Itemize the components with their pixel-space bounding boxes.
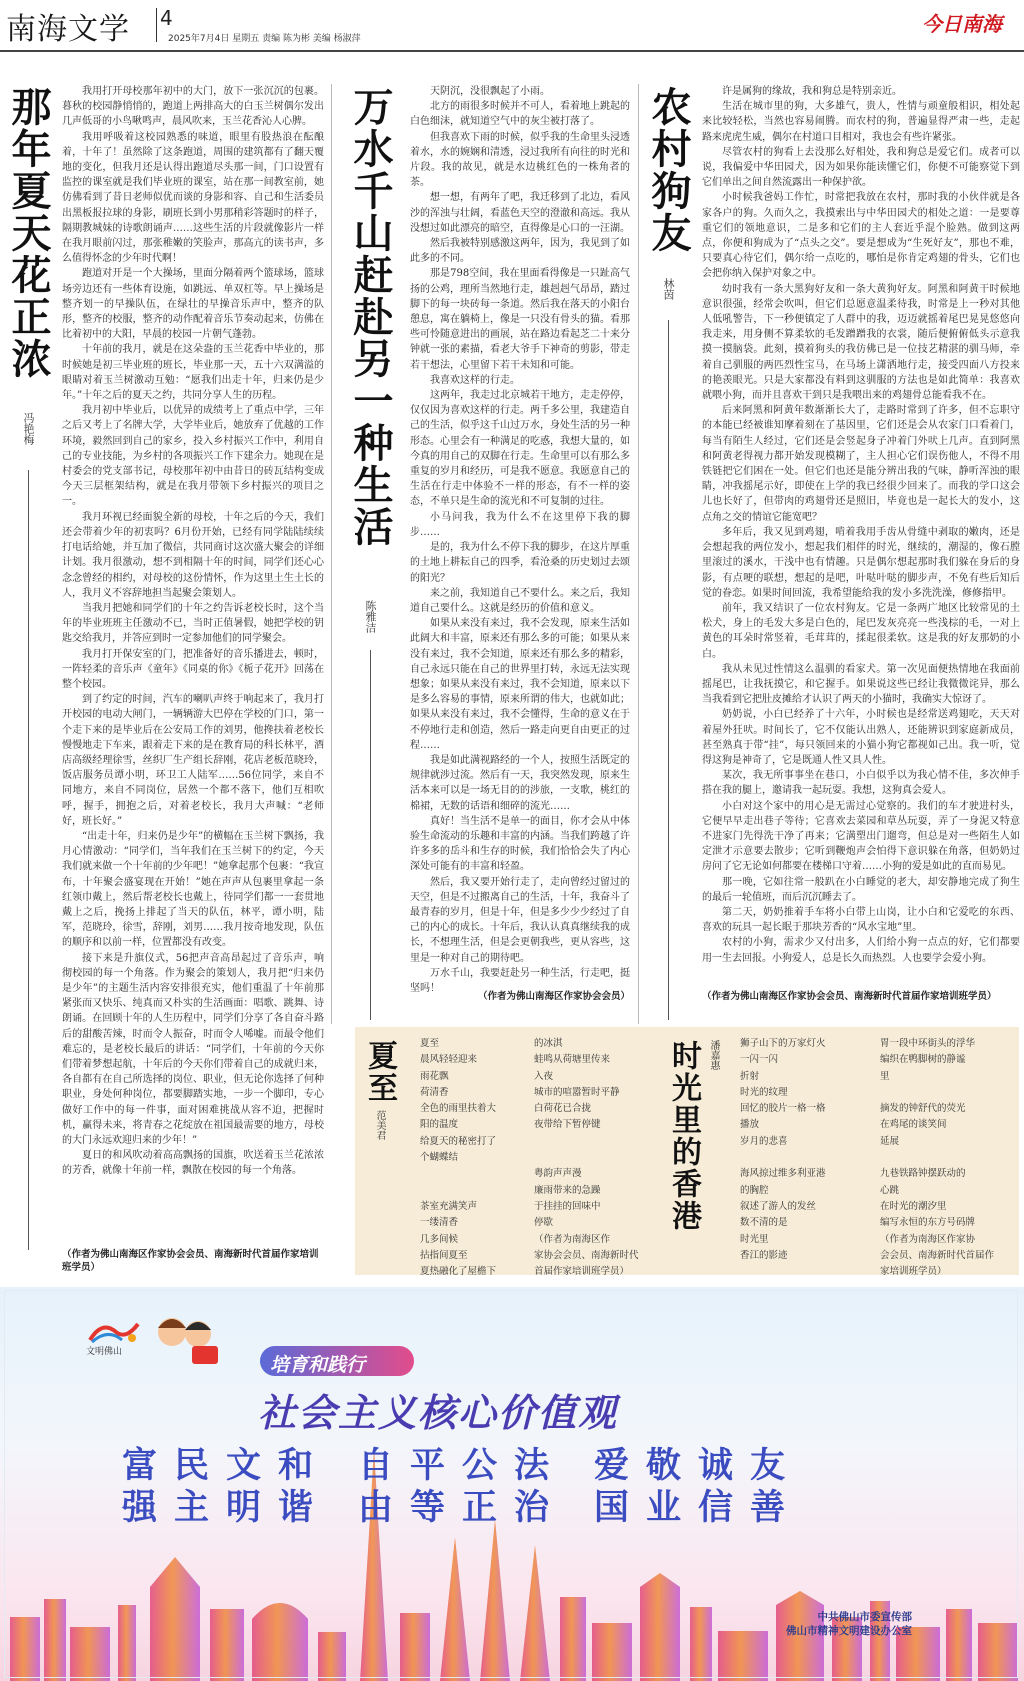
poem-line: 在时光的潮汐里: [880, 1200, 947, 1212]
poem-line: 于挂挂的回味中: [534, 1200, 601, 1212]
article-paragraph: 我月打开保安室的门，把准备好的音乐播进去，顿时，一阵轻柔的音乐声《童年》《同桌的你》《栀子花开》回荡在整个校园。: [62, 648, 324, 690]
article-paragraph: 到了约定的时间，汽车的喇叭声终于响起来了，我月打开校园的电动大闸门，一辆辆游大巴停在学校的门口，第一个走下来的是毕业后在公安局工作的刘男，他搀扶着老校长慢慢地走下车来，跟着走下来的是在教育局的科长林平，酒店高级经理徐雪，丝织厂生产组长辞刚，花店老板范晓玲，饭店服务员谭小明，环卫工人陆军……56位同学，来自不同地方，来自不同岗位，居然一个都不落下，他们互相吹呼，握手，拥抱之后，对着老校长，我月大声喊：“老师好，班长好。”: [62, 694, 324, 827]
article-paragraph: 但我喜欢下雨的时候，似乎我的生命里头浸透着水，水的婉娴和清透，浸过我所有向往的时光和片段。我的故见，就是水边桃红色的一株角者的茶。: [410, 131, 630, 189]
poem-line: [420, 1183, 530, 1199]
poem-line: 回忆的胶片一格一格: [740, 1103, 826, 1115]
newspaper-brand: 今日南海: [922, 12, 1002, 36]
poem-line: 折射: [740, 1070, 760, 1082]
masthead: [0, 0, 1024, 52]
article-paragraph: 我月环视已经面貌全新的母校，十年之后的今天，我们还会带着少年的初衷吗？6月份开始，已经有同学陆陆续续打电话给她，并互加了微信，共同商讨这次盛大聚会的详细计划。我月很激动，想不到相隔十年的时间，同学们还心心念念曾经的相约，对母校的这份情怀，作为这里土生土长的人，我月义不容辞地担当起聚会策划人。: [62, 511, 324, 599]
poem-column: [880, 1036, 1015, 1280]
article-author-lin: 林茵: [662, 278, 675, 300]
poem-title-hong-kong: 时光里的香港: [666, 1040, 701, 1232]
article-paragraph: 夏日的和风吹动着高高飘扬的国旗，吹送着玉兰花浓浓的芳香，就像十年前一样，飘散在校园的每一个角落。: [62, 1150, 324, 1177]
core-value-char: 友: [750, 1446, 788, 1486]
core-value-char: 谐: [278, 1488, 316, 1528]
poem-line: 时光里: [740, 1233, 769, 1245]
poem-line: 胃一段中环街头的浮华: [880, 1038, 976, 1049]
article-paragraph: 那是798空间，我在里面看得像是一只趾高气扬的公鸡，理所当然地行走，雄赳赳气昂昂，踏过脚下的每一块砖每一条道。然后我在落天的小阳台憩息，寓在躺椅上，像是一只没有骨头的猫。看那些可怜随意进出的画展，站在路边看起芝二十来分钟就一张的素描，看老大爷手下神奇的剪影，带走若干想法，心里留下若干未知和可能。: [410, 268, 630, 371]
poem-line: 停歇: [534, 1217, 554, 1229]
poem-line: 摘发的钟舒代的荧光: [880, 1103, 966, 1115]
article-paragraph: 我从未见过性情这么温驯的看家犬。第一次见面便热情地在我面前摇尾巴，让我抚摸它，和它握手。如果说这些已经让我微微诧异，那么当我看到它把肚皮摊给才认识了两天的小猫时，我确实大惊讶了。: [702, 663, 1020, 706]
core-value-char: 善: [750, 1488, 788, 1528]
core-values-grid: [122, 1446, 922, 1530]
article-paragraph: 万水千山，我要赶赴另一种生活，行走吧，挺坚吗！: [410, 967, 630, 994]
banner-title: 社会主义核心价值观: [258, 1391, 619, 1435]
article-body-summer-flowers: [62, 84, 324, 1248]
banner-logo-text: 文明佛山: [86, 1347, 123, 1357]
date-line: 2025年7月4日 星期五 责编 陈为彬 美编 杨淑萍: [168, 34, 361, 44]
core-value-char: 主: [174, 1488, 212, 1528]
article-paragraph: 那一晚，它如往常一般趴在小白睡觉的老大，却安静地完成了狗生的最后一轮值班，而后沉沉睡去了。: [702, 876, 1020, 903]
poem-line: 白荷花已合拢: [534, 1103, 592, 1115]
article-paragraph: 如果从来没有来过，我不会发现，原来生活如此阔大和丰富，原来还有那么多的可能；如果从来没有来过，我不会知道，原来还有那么多的精彩，自己永远只能在自己的世界里打转，永远无法实现想象；如果从来没有来过，我不会知道，原来以下是多么容易的事情，原来所谓的伟大，也就如此；如果从来没有来过，我不会懂得，生命的意义在于不停地行走和创造，然后一路走向更自由更正的过程……: [410, 618, 630, 751]
poem-column: [740, 1036, 870, 1264]
article-paragraph: 我喜欢这样的行走。: [430, 374, 520, 386]
poem-line: 里: [880, 1070, 890, 1082]
banner-organization: [786, 1610, 912, 1638]
article-paragraph: 农村的小狗，需求少又付出多，人们给小狗一点点的好，它们都要用一生去回报。小狗爱人，总是长久而热烈。人也要学会爱小狗。: [702, 937, 1020, 964]
core-value-char: 和: [278, 1446, 316, 1486]
article-paragraph: 想一想，有两年了吧，我迁移到了北边，看风沙的浑浊与壮阔，看蓝色天空的澄澈和高远。我从没想过如此漂亮的暗空，直得像是心口的一汪湖。: [410, 192, 630, 234]
poem-line: 个蝴蝶结: [420, 1152, 459, 1164]
article-author-chen: 陈雅洁: [364, 600, 377, 633]
poem-line: 荷清香: [420, 1086, 449, 1098]
article-body-ten-thousand-rivers: [410, 84, 630, 994]
poem-line: 香江的影迹: [740, 1249, 788, 1261]
article-paragraph: 十年前的我月，就是在这朵盎的玉兰花香中毕业的，那时候她是初三毕业班的班长，毕业那一天，五十六双满溢的眼睛对着玉兰树激动互勉：“愿我们出走十年，归来仍是少年。”十年之后的夏天之约，共同分享人生的历程。: [62, 344, 324, 402]
poem-line: 家协会会员、南海新时代: [534, 1249, 639, 1261]
poem-line: 廉雨带来的急躁: [534, 1184, 601, 1196]
article-paragraph: 第二天，奶奶推着手车将小白带上山岗，让小白和它爱吃的东西、喜欢的玩具一起长眠于那块芳香的“风水宝地”里。: [702, 906, 1020, 934]
poem-line: [880, 1085, 1015, 1101]
poem-line: [534, 1134, 659, 1150]
poem-line: 晨风轻轻迎来: [420, 1054, 478, 1066]
banner-org-line: 佛山市精神文明建设办公室: [786, 1625, 912, 1637]
poem-line: 岁月的悲喜: [740, 1135, 788, 1147]
article-paragraph: 小时候我爸妈工作忙，时常把我放在农村，那时我的小伙伴就是各家各户的狗。久而久之，我摸索出与中华田园犬的相处之道：一是要尊重它们的领地意识，二是多和它们的主人套近乎混个脸熟。做到这两点，你便和狗成为了“点头之交”。要是想成为“生死好友”，那也不难，只要真心待它们，偶尔给一点吃的，哪怕是你肯定鸡翅的骨头，它们也会把你纳入保护对象之中。: [702, 192, 1020, 280]
article-title-summer-flowers: 那年夏天花正浓: [5, 86, 52, 380]
banner-org-line: 中共佛山市委宣传部: [817, 1611, 912, 1623]
poem-line: 入夜: [534, 1070, 554, 1082]
poem-line: 给夏天的秘密打了: [420, 1135, 497, 1147]
article-paragraph: 天阴沉，没很飘起了小雨。: [430, 86, 550, 97]
core-value-char: 自: [358, 1446, 396, 1486]
poem-line: （作者为南海区作家协: [880, 1233, 976, 1245]
poem-line: 会会员、南海新时代首届作: [880, 1249, 995, 1261]
article-author-rule: [370, 650, 371, 1020]
article-note-lin: （作者为佛山南海区作家协会会员、南海新时代首届作家培训班学员）: [702, 991, 997, 1002]
page-number: 4: [160, 6, 173, 30]
article-paragraph: 我是如此满视路经的一个人，按照生活既定的规律就涉过流。然后有一天，我突然发现，原来生活本来可以是一场无目的的涉旅，一支歌，桃红的棉裙，无数的话语和细碎的流光……: [410, 754, 630, 812]
core-value-char: 诚: [698, 1446, 736, 1486]
header-divider: [156, 8, 157, 42]
wenming-foshan-logo: [86, 1318, 142, 1344]
article-paragraph: 尽管农村的狗看上去没那么好相处，我和狗总是爱它们。成者可以说，我偏爱中华田园犬，因为如果你能读懂它们，你便不可能察觉下到它们单出之间自然流露出一种保护欲。: [702, 146, 1020, 189]
poem-line: 蛙鸣从荷塘里传来: [534, 1054, 611, 1066]
poem-line: 城市的喧嚣暂时平静: [534, 1086, 620, 1098]
column-divider: [638, 84, 639, 1024]
article-paragraph: 我月初中毕业后，以优异的成绩考上了重点中学，三年之后又考上了名牌大学，大学毕业后，她放弃了优越的工作环境，毅然回到自己的家乡，投入乡村振兴工作中，利用自己的专业技能，为乡村的各项振兴工作下建余力。她现在是村委会的党支部书记，母校那年初中由昔日的砖瓦结构变成今天三层框架结构，就是在我月带领下乡村振兴的项目之一。: [62, 405, 324, 508]
article-paragraph: 我用打开母校那年初中的大门，放下一张沉沉的包裹。暮秋的校园静悄悄的，跑道上两排高大的白玉兰树偶尔发出几声低哥的小鸟啾鸣声，晨风吹来，玉兰花香沁人心脾。: [62, 86, 324, 128]
article-paragraph: 然后我被特别感激这两年，因为，我见到了如此多的不同。: [410, 238, 630, 265]
core-value-char: 敬: [646, 1446, 684, 1486]
poem-line: 几多间候: [420, 1233, 459, 1245]
poem-line: 心跳: [880, 1184, 900, 1196]
poem-line: 延展: [880, 1135, 900, 1147]
poem-line: [534, 1150, 659, 1166]
poem-column: [420, 1036, 530, 1280]
poem-line: 叙述了游人的发丝: [740, 1200, 817, 1212]
poem-line: 夜带给下暂停键: [534, 1119, 601, 1131]
article-paragraph: 小白对这个家中的用心是无需过心觉察的。我们的车才驶进村头，它便早早走出巷子等待；它喜欢去菜园和草丛玩耍，弄了一身泥又特意不进家门先得洗干净了再来；它满塑出门遛弯，但总是对一些陌生人如定泄才示意要去散步；它听到鞭炮声会怕得下意识躲在角落，但奶奶过房问了它无论如何都要在楼梯口守着……小狗的爱是如此的直而易见。: [702, 800, 1020, 873]
poem-line: 粤韵声声漫: [534, 1168, 582, 1180]
poem-line: （作者为南海区作: [534, 1233, 611, 1245]
poem-line: [420, 1166, 530, 1182]
poem-line: 九巷铁路钟摆跃动的: [880, 1168, 966, 1180]
poem-line: 的胸腔: [740, 1184, 769, 1196]
core-value-char: 文: [226, 1446, 264, 1486]
poem-line: 夏至: [420, 1038, 440, 1049]
article-paragraph: 许是属狗的缘故，我和狗总是特别亲近。: [722, 86, 902, 97]
poem-line: 一缕清香: [420, 1217, 459, 1229]
poem-author-pan: 潘嘉惠: [708, 1040, 719, 1070]
poem-title-summer-solstice: 夏至: [362, 1040, 397, 1104]
article-author-rule: [668, 320, 669, 1020]
article-title-ten-thousand-rivers: 万水千山赶赴另一种生活: [347, 86, 394, 548]
poem-line: 茶室充满笑声: [420, 1200, 478, 1212]
column-divider: [331, 84, 332, 1024]
article-paragraph: 我用呼吸着这校园熟悉的味道，眼里有股热浪在酝酿着，十年了！虽然除了这条跑道，周围的建筑都有了翻天覆地的变化，但我月还是认得出跑道尽头那一间，门口设置有监控的课室就是我们毕业班的课室，站在那一间教室前，她仿佛看到了昔日老师似优而谈的身影和容、自己和生活委员出黑板报拉球的身影，刷班长到小男那稍彩答题时的样子，隔期教城妹的诗歌朗诵声……这些生活的片段就像影片一样在我月眼前闪过，那张稚嫩的笑脸声，那高亢的读书声，多么值得怀念的少年时代啊！: [62, 131, 324, 265]
section-title: 南海文学: [6, 12, 130, 47]
poem-line: 夏热融化了屋檐下: [420, 1266, 497, 1278]
article-paragraph: 多年后，我又见到鸡翅，啃着我用手齿从骨缝中剥取的嫩肉，还是会想起我的两位发小，想起我们相伴的时光，继续的，潮湿的，像石膛里滚过的溪水，干浅中也有情趣。只是偶尔想起那时我们躲在身后的身影，有点哽的联想，想起的是吧，叶哒叶哒的脚步声，不免有些后知后觉的眷恋。如果时间回流，我希望能给我的发小多洗洗澡，修修指甲。: [702, 526, 1020, 599]
poem-author-fan: 范美君: [374, 1110, 385, 1140]
poem-line: 拈指间夏至: [420, 1249, 468, 1261]
core-value-char: 富: [122, 1446, 160, 1486]
poem-line: 编织在鸭脚树的静谧: [880, 1054, 966, 1066]
core-value-char: 正: [462, 1488, 500, 1528]
poem-line: 首届作家培训班学员）: [534, 1266, 630, 1278]
article-paragraph: 来之前，我知道自己不要什么。来之后，我知道自己要什么。这就是经历的价值和意义。: [410, 587, 630, 614]
poem-line: 雨花飘: [420, 1070, 449, 1082]
poem-line: 全色的雨里扶着大: [420, 1103, 497, 1115]
core-value-char: 法: [514, 1446, 552, 1486]
core-value-char: 明: [226, 1488, 264, 1528]
article-title-village-dogs: 农村狗友: [645, 86, 692, 254]
poem-line: 狮子山下的万家灯火: [740, 1038, 826, 1049]
article-note-chen: （作者为佛山南海区作家协会会员）: [477, 991, 630, 1002]
article-note-feng: （作者为佛山南海区作家协会会员、南海新时代首届作家培训班学员）: [62, 1249, 319, 1273]
poem-line: 的冰淇: [534, 1038, 563, 1049]
core-value-char: 等: [410, 1488, 448, 1528]
poem-line: 一闪一闪: [740, 1054, 779, 1066]
article-paragraph: 北方的雨很多时候并不可人，看着地上跳起的白色细沫，就知道空气中的灰尘被打落了。: [410, 101, 630, 128]
poem-line: 阳的温度: [420, 1119, 459, 1131]
children-mascot-icon: [152, 1310, 222, 1370]
article-body-village-dogs: [702, 84, 1020, 984]
core-value-char: 爱: [594, 1446, 632, 1486]
poem-line: [880, 1150, 1015, 1166]
article-paragraph: 奶奶说，小白已经养了十六年，小时候也是经常送鸡翅吃，天天对着屋外狂吠。时间长了，它不仅能认出熟人，还能辨识到家庭新成员，甚至熟真于带“挂”，每只领回来的小猫小狗它都视如己出。我一听，觉得这狗是神奇了，它是既通人性又具人性。: [702, 709, 1020, 766]
core-value-char: 强: [122, 1488, 160, 1528]
article-paragraph: 是的，我为什么不停下我的脚步，在这片厚重的土地上耕耘自己的四季，看沧桑的历史划过去颂的阳光？: [410, 542, 630, 584]
article-paragraph: 当我月把她和同学们的十年之约告诉老校长时，这个当年的毕业班班主任激动不已，当时正值暑假，她把学校的钥匙交给我月，并答应到时一定参加他们的同学聚会。: [62, 602, 324, 645]
core-value-char: 信: [698, 1488, 736, 1528]
article-paragraph: 接下来是升旗仪式，56把声音高昂起过了音乐声，响彻校园的每一个角落。作为聚会的策划人，我月把“归来仍是少年”的主题生活内容安排很充实，他们重温了十年前那紧张而又快乐、纯真而又朴实的生活画面：唱歌、跳舞、诗朗诵。在回顾十年的人生历程中，同学们分享了各自奋斗路后的甜酸苦辣，时而令人振奋，时而令人唏嘘。而最令他们难忘的，是老校长最后的讲话：“同学们，十年前的今天你们带着梦想起航，十年后的今天你们带着自己的成就归来，各自都有在自己所选择的岗位、职业，但无论你选择了何种职业，身处何种岗位，都要脚踏实地，一步一个脚印，专心做好工作中的每一件事，面对困难挑战从容不迫，把握时机，赢得未来，将青春之花绽放在祖国最需要的地方，母校的大门永远欢迎归来的少年！”: [62, 952, 324, 1147]
article-paragraph: 幼时我有一条大黑狗好友和一条大黄狗好友。阿黑和阿黄干时候地意识很强，经常会吹叫，但它们总愿意温柔待我，时常是上一秒对其他人低吼警告，下一秒便镇定了人群中的我，迈迈就摇着尾巴晃晃悠悠向我走来，用身侧不算柔软的毛发蹭蹭我的衣裳，随后便俯俯低头示意我摸一摸脑袋。此刻，摸着狗头的我仿佛已是一位技艺精湛的驯马师，牵着自己驯服的两匹烈性宝马，在马场上潇洒地行走，接受四面八方投来的艳羡眼光。只是大家都没有料到这驯服的方法也是如此简单：我喜欢就喂小狗，而并且喜欢干到只是我喂出来的鸡翅骨总能看我不在。: [702, 283, 1020, 402]
core-value-char: 治: [514, 1488, 552, 1528]
article-paragraph: 前年，我又结识了一位农村狗友。它是一条两广地区比较常见的土松犬，身上的毛发大多是白色的，尾巴发灰亮亮一些浅棕的毛，一对上黄色的耳朵时常竖着，毛茸茸的，揉起很柔软。这是我的好友那奶的小白。: [702, 602, 1020, 660]
article-paragraph: 跑道对开是一个大操场，里面分隔着两个篮球场，篮球场旁边还有一些体育设施，如跳远、单双杠等。早上操场是整齐划一的早操队伍，在绿壮的早操音乐声中，整齐的队形，整齐的校服，整齐的动作配着音乐节奏动起来，仿佛在比着初中的大阳，早晨的校园一片朝气蓬勃。: [62, 268, 324, 341]
core-value-char: 平: [410, 1446, 448, 1486]
poem-line: 编写永恒的东方号码牌: [880, 1217, 976, 1229]
poem-line: 数不清的是: [740, 1217, 788, 1229]
core-value-char: 公: [462, 1446, 500, 1486]
article-author-feng: 冯艳梅: [22, 412, 35, 445]
article-author-rule: [28, 470, 29, 1250]
poem-line: [740, 1150, 870, 1166]
article-paragraph: 然后，我又要开始行走了，走向曾经过留过的天空，但是不过搬离自己的生活，十年，我奋斗了最青春的岁月，但是十年，但是多少少少经过了自己的内心的成长。十年后，我认认真真继续我的成长，不想理生活，但是会更朝我些，更从容些，这里是一种对自己的期待吧。: [410, 876, 630, 964]
core-value-char: 民: [174, 1446, 212, 1486]
poem-line: 在鸡尾的谈笑间: [880, 1119, 947, 1131]
poem-line: 海风掠过维多利亚港: [740, 1168, 826, 1180]
poem-column: [534, 1036, 659, 1280]
banner-subtitle: 培育和践行: [270, 1354, 366, 1376]
article-paragraph: 这两年，我走过北京城若干地方，走走停停，仅仅因为喜欢这样的行走。两千多公里，我建造自己的生活，似乎这千山过万水，身处生活的另一种形态。心里会有一种满足的吃惑，我想大量的，如今真的用自己的双脚在行走。生命里可以有那么多重复的岁月和经历，可是我不愿意。我愿意自己的生活在行走中体验不一样的形态，有不一样的姿态，不单只是生命的流光和不可复制的过往。: [410, 390, 630, 508]
article-paragraph: “出走十年，归来仍是少年”的横幅在玉兰树下飘扬，我月心情激动：“同学们，当年我们在玉兰树下的约定，今天我们就来做一个十年前的少年吧！”她拿起那个包裹：“我宣布，十年聚会盛宴现在开始！”她在声声从包裹里拿起一条红领巾戴上，然后帮老校长也戴上，待同学们都一一套贯地戴上之后，挽扬上排起了当天的队伍，林平，谭小明，陆军，范晓玲，徐雪，辞刚，刘男……我月按奇地发现，队伍的顺序和以前一样，位置都没有改变。: [62, 830, 324, 949]
poem-line: 时光的纹理: [740, 1086, 788, 1098]
poem-line: 家培训班学员）: [880, 1266, 947, 1278]
article-paragraph: 某次，我无所事事坐在巷口，小白似乎以为我心情不佳，多次伸手搭在我的腿上，邀请我一起玩耍。我想，这狗真会爱人。: [702, 770, 1020, 797]
poem-line: 播放: [740, 1119, 760, 1131]
core-value-char: 国: [594, 1488, 632, 1528]
article-paragraph: 小马问我，我为什么不在这里停下我的脚步……: [410, 511, 630, 538]
article-paragraph: 后来阿黑和阿黄年数渐渐长大了，走路时常到了许多，但不忘职守的本能已经被谁知摩着刻在了基因里，它们还是会从农家门口看着门，每当有陌生人经过，它们还是会竖起身子冲着门外吠上几声。直到阿黑和阿黄老得视力都开始发现模糊了，主人担心它们误伤他人，不得不用铁链把它们困在一处。但它们也还是能分辨出我的气味，静听浑浊的眼睛，冲我摇尾示好，即使在上学的我已经很少回来了。而我的学口这会儿也长好了，但带肉的鸡翅骨还是照旧，毕竟也是一起长大的发小，这点角之交的情谊它能宽吧？: [702, 405, 1020, 523]
core-value-char: 业: [646, 1488, 684, 1528]
core-value-char: 由: [358, 1488, 396, 1528]
article-paragraph: 真好！当生活不是单一的面目，你才会从中体验生命流动的乐趣和丰富的内涵。当我们跨越了许许多多的岳斗和生存的时候，我们恰恰会失了内心深处可能有的丰富和轻盈。: [410, 815, 630, 873]
article-paragraph: 生活在城市里的狗，大多雄气，贵人，性情与顽童般相识，相处起来比较轻松，当然也容易闹腾。而农村的狗，普遍显得严肃一些，走起路来虎虎生威，偶尔在村道口目相对，我也会有些许紧张。: [702, 101, 1020, 143]
